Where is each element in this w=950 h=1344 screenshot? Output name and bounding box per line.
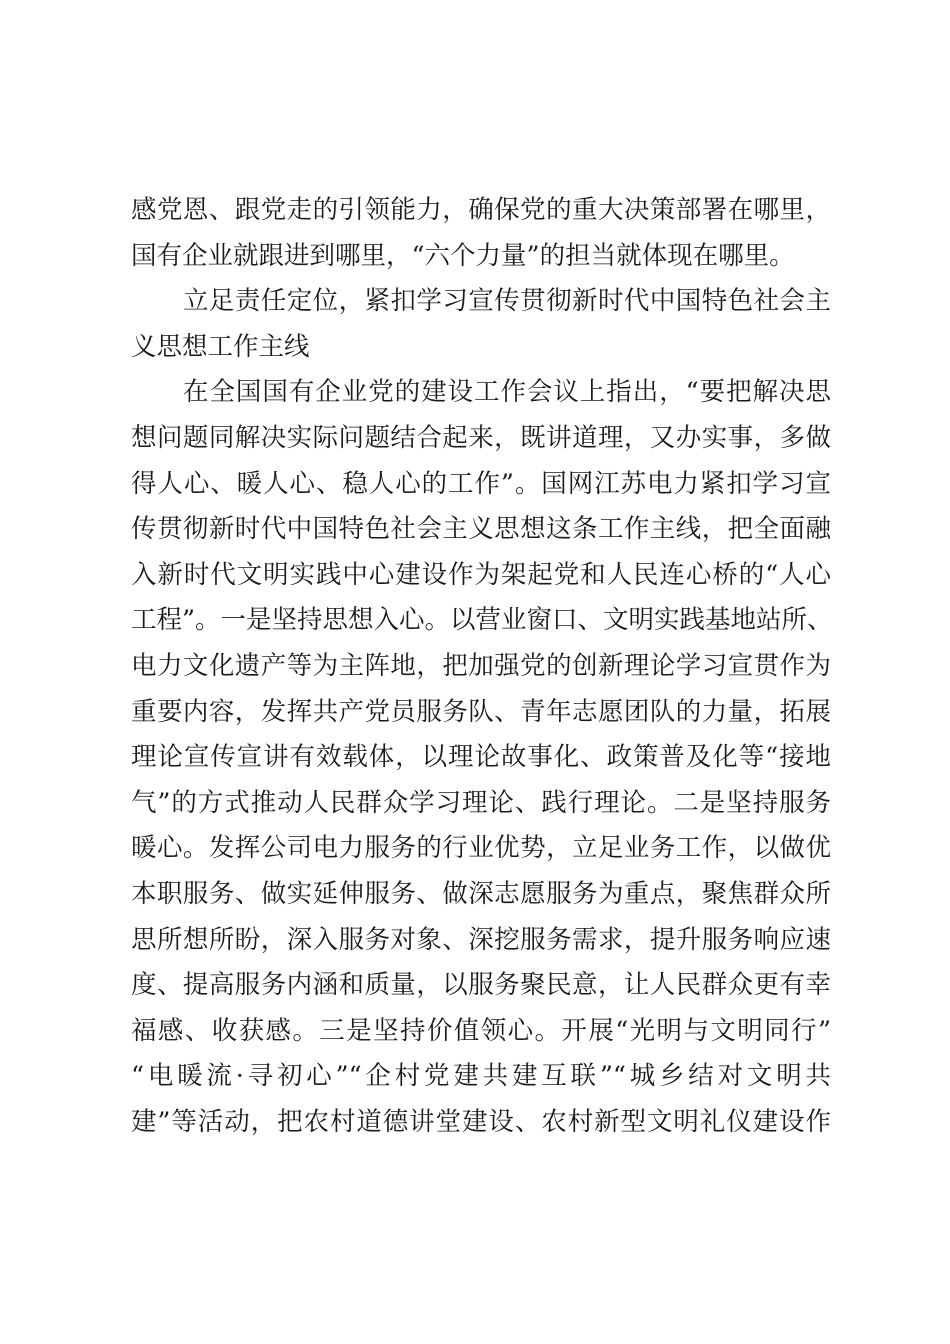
text-line: 感党恩、跟党走的引领能力，确保党的重大决策部署在哪里， xyxy=(131,195,831,225)
text-line: 得人心、暖人心、稳人心的工作”。国网江苏电力紧扣学习宣 xyxy=(131,468,831,499)
text-line: 思所想所盼，深入服务对象、深挖服务需求，提升服务响应速 xyxy=(131,924,831,955)
text-line: “电暖流·寻初心”“企村党建共建互联”“城乡结对文明共 xyxy=(131,1061,831,1092)
text-line: 想问题同解决实际问题结合起来，既讲道理，又办实事，多做 xyxy=(131,422,831,453)
text-line: 义思想工作主线 xyxy=(131,331,310,362)
text-line: 工程”。一是坚持思想入心。以营业窗口、文明实践基地站所、 xyxy=(131,605,833,636)
text-line: 建”等活动，把农村道德讲堂建设、农村新型文明礼仪建设作 xyxy=(131,1106,831,1137)
body-text xyxy=(131,188,831,1145)
text-line: 理论宣传宣讲有效载体，以理论故事化、政策普及化等“接地 xyxy=(131,742,831,773)
text-line: 本职服务、做实延伸服务、做深志愿服务为重点，聚焦群众所 xyxy=(131,878,831,909)
text-line: 度、提高服务内涵和质量，以服务聚民意，让人民群众更有幸 xyxy=(131,970,831,1001)
text-line: 电力文化遗产等为主阵地，把加强党的创新理论学习宣贯作为 xyxy=(131,650,831,681)
text-line: 传贯彻新时代中国特色社会主义思想这条工作主线，把全面融 xyxy=(131,514,831,545)
text-line: 福感、收获感。三是坚持价值领心。开展“光明与文明同行” xyxy=(131,1015,831,1046)
text-line: 入新时代文明实践中心建设作为架起党和人民连心桥的“人心 xyxy=(131,559,831,590)
text-line: 立足责任定位，紧扣学习宣传贯彻新时代中国特色社会主 xyxy=(183,286,831,317)
text-line: 国有企业就跟进到哪里，“六个力量”的担当就体现在哪里。 xyxy=(131,240,795,271)
text-line: 在全国国有企业党的建设工作会议上指出，“要把解决思 xyxy=(183,377,831,408)
text-line: 重要内容，发挥共产党员服务队、青年志愿团队的力量，拓展 xyxy=(131,696,831,727)
text-line: 气”的方式推动人民群众学习理论、践行理论。二是坚持服务 xyxy=(131,787,831,818)
text-line: 暖心。发挥公司电力服务的行业优势，立足业务工作，以做优 xyxy=(131,833,831,864)
